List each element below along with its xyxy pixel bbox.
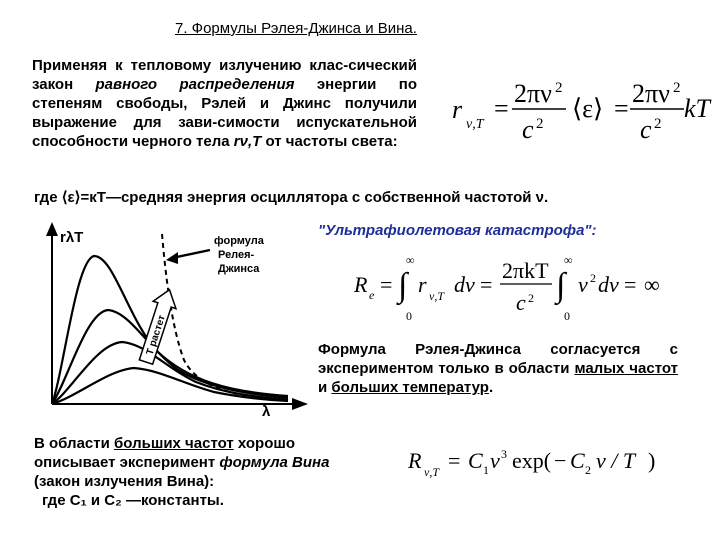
wien-formula [404, 438, 704, 482]
svg-text:2: 2 [654, 116, 662, 132]
svg-text:2πν: 2πν [514, 79, 552, 108]
svg-text:2πν: 2πν [632, 79, 670, 108]
svg-text:=: = [614, 94, 629, 123]
svg-text:∞: ∞ [564, 253, 573, 267]
svg-text:R: R [408, 448, 422, 473]
uv-catastrophe-title: "Ультрафиолетовая катастрофа": [318, 222, 597, 239]
svg-text:dν: dν [454, 272, 475, 297]
svg-text:2: 2 [536, 116, 544, 132]
svg-text:2: 2 [585, 463, 591, 477]
y-axis-label: rλT [60, 229, 84, 246]
svg-text:=: = [448, 448, 461, 473]
agreement-paragraph [318, 340, 678, 397]
svg-text:r: r [452, 95, 463, 124]
svg-text:C: C [468, 448, 483, 473]
rayleigh-jeans-formula [448, 72, 718, 152]
svg-text:ν,T: ν,T [424, 465, 439, 479]
svg-text:c: c [640, 115, 652, 144]
svg-text:2: 2 [555, 80, 563, 96]
svg-text:∫: ∫ [398, 267, 408, 304]
pointer-arrow-icon [166, 252, 178, 264]
x-axis-label: λ [262, 403, 271, 420]
svg-text:): ) [648, 448, 656, 473]
svg-text:ν,T: ν,T [466, 117, 484, 132]
svg-text:ν: ν [490, 448, 500, 473]
y-axis-arrow-icon [46, 222, 58, 236]
svg-text:2: 2 [673, 80, 681, 96]
svg-text:∞: ∞ [644, 272, 660, 297]
svg-text:kT: kT [684, 94, 710, 123]
svg-text:exp(: exp( [512, 448, 552, 473]
intro-paragraph [32, 56, 417, 151]
svg-text:c: c [516, 290, 526, 315]
intro-emph: равного распределения [95, 76, 295, 93]
wien-formula-name: формула Вина [219, 454, 330, 471]
svg-text:ν / T: ν / T [596, 448, 636, 473]
wien-a: В области [34, 435, 115, 452]
agree-part1: Формула Рэлея-Джинса согласуется с экспериментом только в области [318, 341, 678, 377]
svg-text:⟨ε⟩: ⟨ε⟩ [572, 94, 604, 123]
planck-curve [52, 310, 288, 404]
svg-text:2πkT: 2πkT [502, 258, 549, 283]
t-grows-label: T растет [144, 313, 168, 357]
svg-text:c: c [522, 115, 534, 144]
rj-label-line: Джинса [218, 263, 260, 275]
svg-text:0: 0 [406, 309, 412, 323]
svg-text:∞: ∞ [406, 253, 415, 267]
uv-catastrophe-formula [352, 252, 672, 324]
agree-end: . [488, 379, 494, 396]
svg-text:=: = [624, 272, 637, 297]
page-title: 7. Формулы Рэлея-Джинса и Вина. [175, 20, 417, 37]
wien-paragraph [34, 434, 364, 510]
svg-text:e: e [369, 288, 375, 302]
svg-text:C: C [570, 448, 585, 473]
wien-d: (закон излучения Вина): [34, 473, 215, 490]
svg-text:r: r [418, 272, 427, 297]
where-line: где ⟨ε⟩=кT—средняя энергия осциллятора с собственной частотой ν. [34, 189, 549, 206]
svg-text:=: = [480, 272, 493, 297]
intro-sym: rν,T [233, 133, 262, 150]
svg-text:R: R [354, 272, 368, 297]
svg-text:ν: ν [578, 272, 588, 297]
svg-text:ν,T: ν,T [429, 289, 444, 303]
planck-curve [52, 368, 288, 404]
svg-text:0: 0 [564, 309, 570, 323]
wien-high-freq: больших частот [114, 435, 234, 452]
wien-constants: где C₁ и C₂ —константы. [42, 492, 224, 509]
intro-part1: Применяя к тепловому излучению клас-сический закон [32, 57, 417, 93]
svg-text:1: 1 [483, 463, 489, 477]
agree-high-temp: больших температур [331, 379, 489, 396]
wien-b: хорошо описывает эксперимент [34, 435, 296, 471]
intro-part2: энергии по степеням свободы, Рэлей и Джинс получили выражение для зави-симости испускательной способности черного тела [32, 76, 417, 150]
svg-text:=: = [380, 272, 393, 297]
agree-low-freq: малых частот [574, 360, 678, 377]
svg-text:∫: ∫ [556, 267, 566, 304]
svg-text:−: − [554, 448, 567, 473]
svg-text:=: = [494, 94, 509, 123]
svg-text:dν: dν [598, 272, 619, 297]
svg-text:2: 2 [528, 291, 534, 305]
x-axis-arrow-icon [292, 398, 308, 410]
rj-label-line: формула [214, 235, 264, 247]
agree-mid: и [318, 379, 332, 396]
svg-text:3: 3 [501, 447, 507, 461]
intro-part3: от частоты света: [261, 133, 398, 150]
svg-text:2: 2 [590, 271, 596, 285]
rj-label-line: Релея- [218, 249, 255, 261]
radiation-graph [38, 220, 313, 420]
